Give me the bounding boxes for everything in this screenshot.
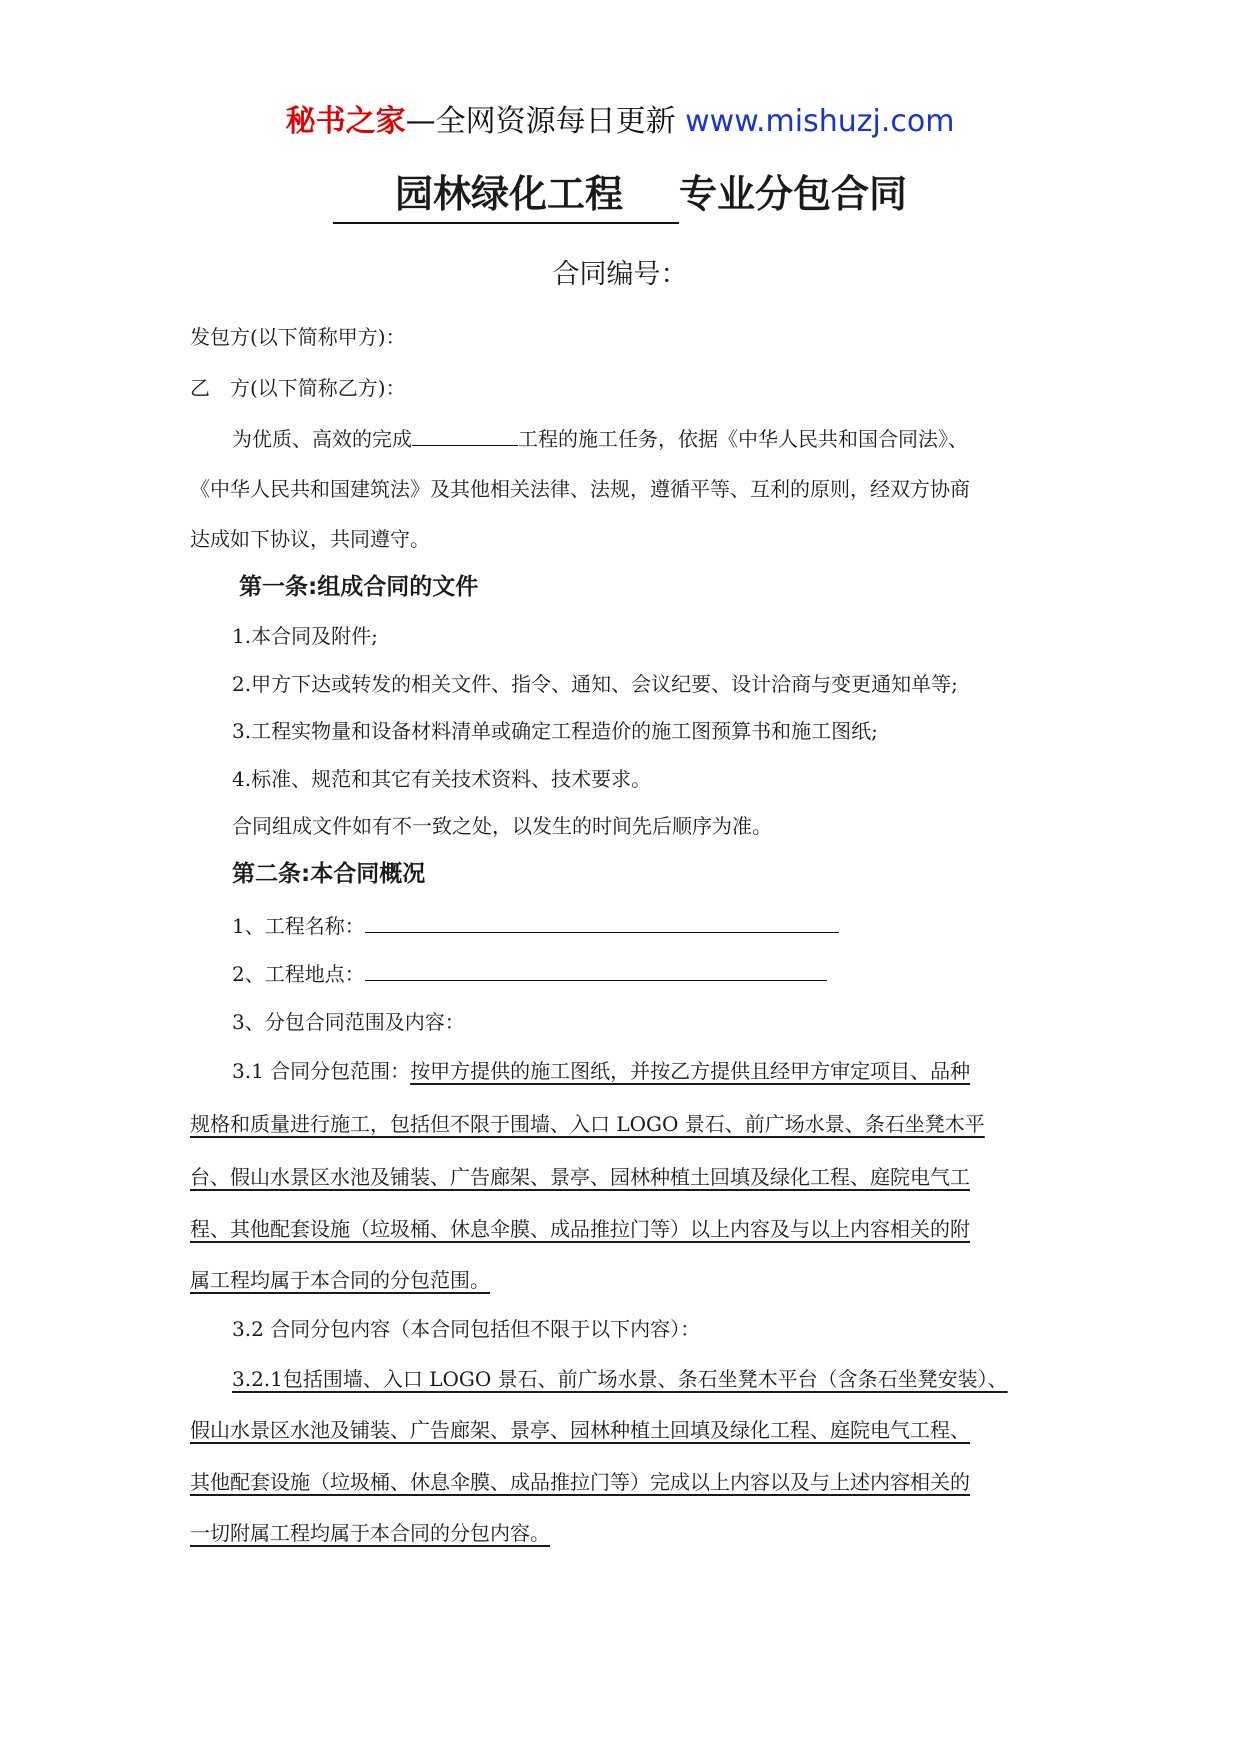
party-b-line: 乙 方(以下简称乙方)： <box>190 376 406 400</box>
banner-brand: 秘书之家 <box>285 104 406 139</box>
section-3-1-text: 程、其他配套设施（垃圾桶、休息伞膜、成品推拉门等）以上内容及与以上内容相关的附 <box>190 1217 970 1241</box>
section-3-2-1-text: 3.2.1包括围墙、入口 LOGO 景石、前广场水景、条石坐凳木平台（含条石坐凳安装）、 <box>232 1367 1008 1391</box>
section-3-1-line <box>232 1056 970 1086</box>
article-2-heading: 第二条:本合同概况 <box>232 861 426 887</box>
article-1-heading: 第一条:组成合同的文件 <box>239 574 479 600</box>
site-banner <box>0 100 1240 144</box>
intro-line-1 <box>232 424 968 454</box>
contract-number-label: 合同编号： <box>552 259 688 290</box>
article-1-note: 合同组成文件如有不一致之处，以发生的时间先后顺序为准。 <box>232 814 772 838</box>
project-location-label: 2、工程地点： <box>232 962 365 986</box>
project-name-row <box>232 911 839 941</box>
document-title <box>0 166 1240 224</box>
banner-url-link[interactable]: www.mishuzj.com <box>685 104 955 139</box>
section-3-2-1-text: 其他配套设施（垃圾桶、休息伞膜、成品推拉门等）完成以上内容以及与上述内容相关的 <box>190 1470 970 1494</box>
section-3-2-1-text: 一切附属工程均属于本合同的分包内容。 <box>190 1521 550 1545</box>
intro-line-1-b: 工程的施工任务，依据《中华人民共和国合同法》、 <box>518 427 968 451</box>
section-3-1-text: 按甲方提供的施工图纸，并按乙方提供且经甲方审定项目、品种 <box>410 1059 971 1083</box>
project-name-field <box>365 912 839 933</box>
article-1-item: 3.工程实物量和设备材料清单或确定工程造价的施工图预算书和施工图纸; <box>232 719 878 743</box>
project-location-row <box>232 959 827 989</box>
banner-tagline: —全网资源每日更新 <box>405 104 676 139</box>
article-1-item: 2.甲方下达或转发的相关文件、指令、通知、会议纪要、设计洽商与变更通知单等; <box>232 672 958 696</box>
title-suffix: 专业分包合同 <box>679 172 908 216</box>
article-1-item: 1.本合同及附件; <box>232 624 378 648</box>
project-name-label: 1、工程名称： <box>232 914 365 938</box>
article-1-item: 4.标准、规范和其它有关技术资料、技术要求。 <box>232 767 652 791</box>
scope-label: 3、分包合同范围及内容： <box>232 1010 465 1034</box>
section-3-1-label: 3.1 合同分包范围： <box>232 1059 411 1083</box>
intro-line-2: 《中华人民共和国建筑法》及其他相关法律、法规，遵循平等、互利的原则，经双方协商 <box>190 477 970 501</box>
section-3-1-text: 规格和质量进行施工，包括但不限于围墙、入口 LOGO 景石、前广场水景、条石坐凳木平 <box>190 1112 985 1136</box>
intro-line-1-a: 为优质、高效的完成 <box>232 427 412 451</box>
intro-blank-field <box>412 425 518 446</box>
section-3-2-1-text: 假山水景区水池及铺装、广告廊架、景亭、园林种植土回填及绿化工程、庭院电气工程、 <box>190 1418 970 1442</box>
party-a-line: 发包方(以下简称甲方)： <box>190 325 406 349</box>
title-project-name: 园林绿化工程 <box>333 166 679 224</box>
section-3-2-label: 3.2 合同分包内容（本合同包括但不限于以下内容）： <box>232 1317 701 1341</box>
intro-line-3: 达成如下协议，共同遵守。 <box>190 527 430 551</box>
project-location-field <box>365 960 827 981</box>
section-3-1-text: 台、假山水景区水池及铺装、广告廊架、景亭、园林种植土回填及绿化工程、庭院电气工 <box>190 1165 970 1189</box>
section-3-1-text: 属工程均属于本合同的分包范围。 <box>190 1268 490 1292</box>
